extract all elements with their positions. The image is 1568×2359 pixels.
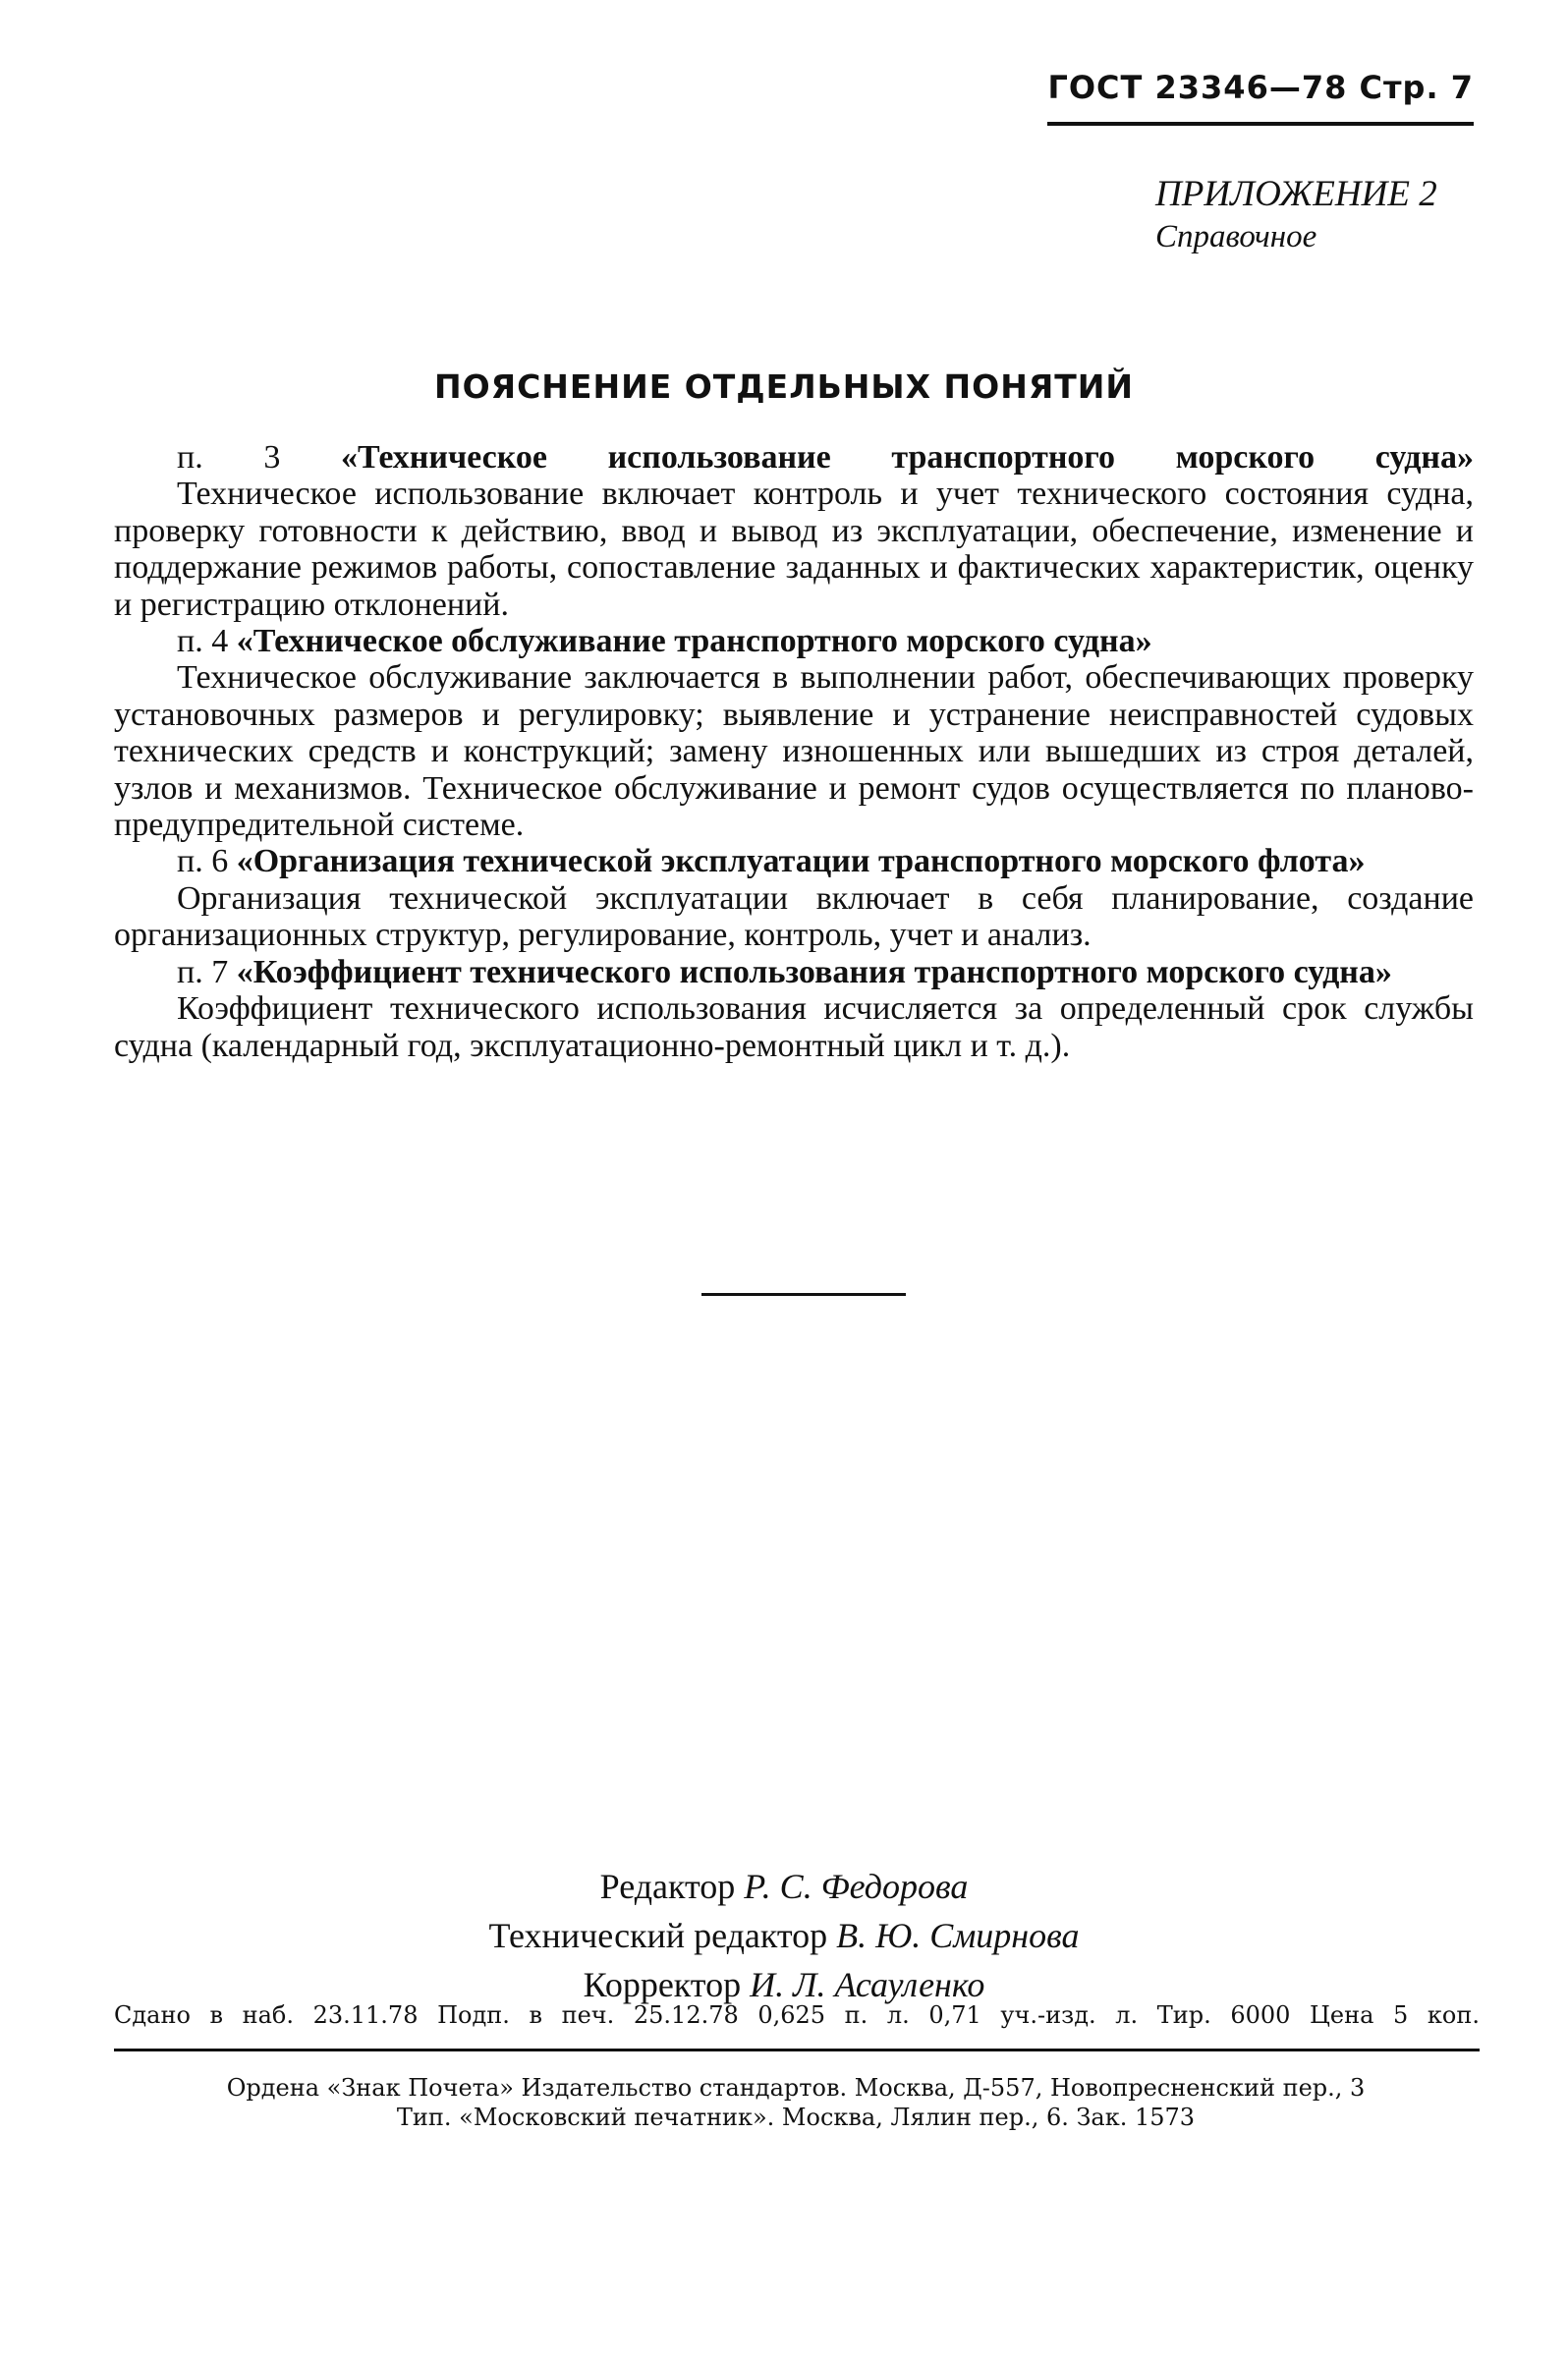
print-imprint: Сдано в наб. 23.11.78 Подп. в печ. 25.12.78 0,625 п. л. 0,71 уч.-изд. л. Тир. 6000 Цена 5 коп. <box>114 2001 1480 2029</box>
term-heading <box>114 439 1474 476</box>
tech-editor-credit <box>0 1911 1568 1960</box>
term-number: п. 4 <box>177 623 229 660</box>
editor-name: Р. С. Федорова <box>744 1867 969 1906</box>
document-header: ГОСТ 23346—78 Стр. 7 <box>1047 69 1474 106</box>
editor-role: Редактор <box>599 1867 736 1906</box>
appendix-type: Справочное <box>1155 219 1317 254</box>
tech-editor-name: В. Ю. Смирнова <box>836 1916 1080 1955</box>
section-end-divider <box>701 1293 906 1296</box>
printer-line: Тип. «Московский печатник». Москва, Лялин пер., 6. Зак. 1573 <box>396 2104 1196 2131</box>
appendix-label: ПРИЛОЖЕНИЕ 2 <box>1155 174 1437 214</box>
corrector-name: И. Л. Асауленко <box>750 1965 985 2004</box>
credits-block <box>0 1862 1568 2009</box>
publisher-line: Ордена «Знак Почета» Издательство стандартов. Москва, Д-557, Новопресненский пер., 3 <box>226 2074 1366 2102</box>
terms-body <box>114 439 1474 1064</box>
publisher-info <box>108 2073 1484 2132</box>
term-heading <box>114 954 1474 990</box>
header-divider <box>1047 122 1474 126</box>
term-text: Техническое использование включает контроль и учет технического состояния судна, проверку готовности к действию, ввод и вывод из эксплуатации, обеспечение, изменение и поддержание режимов работы, сопоставление заданных и фактических характеристик, оценку и регистрацию отклонений. <box>114 476 1474 623</box>
term-heading <box>114 623 1474 659</box>
term-number: п. 7 <box>177 953 229 990</box>
imprint-divider <box>114 2049 1480 2051</box>
term-text: Коэффициент технического использования исчисляется за определенный срок службы судна (календарный год, эксплуатационно-ремонтный цикл и т. д.). <box>114 990 1474 1064</box>
corrector-role: Корректор <box>583 1965 742 2004</box>
tech-editor-role: Технический редактор <box>488 1916 828 1955</box>
term-number: п. 6 <box>177 843 229 880</box>
editor-credit <box>0 1862 1568 1911</box>
term-text: Организация технической эксплуатации включает в себя планирование, создание организационных структур, регулирование, контроль, учет и анализ. <box>114 879 1474 954</box>
term-title: «Коэффициент технического использования транспортного морского судна» <box>236 953 1392 990</box>
term-number: п. 3 <box>177 439 281 476</box>
term-title: «Техническое использование транспортного морского судна» <box>340 439 1475 476</box>
section-title: ПОЯСНЕНИЕ ОТДЕЛЬНЫХ ПОНЯТИЙ <box>434 367 1134 406</box>
term-title: «Организация технической эксплуатации транспортного морского флота» <box>236 843 1366 880</box>
term-heading <box>114 843 1474 879</box>
term-text: Техническое обслуживание заключается в выполнении работ, обеспечивающих проверку установочных размеров и регулировку; выявление и устранение неисправностей судовых технических средств и конструкций; замену изношенных или вышедших из строя деталей, узлов и механизмов. Техническое обслуживание и ремонт судов осуществляется по планово-предупредительной системе. <box>114 659 1474 844</box>
term-title: «Техническое обслуживание транспортного морского судна» <box>236 623 1152 660</box>
